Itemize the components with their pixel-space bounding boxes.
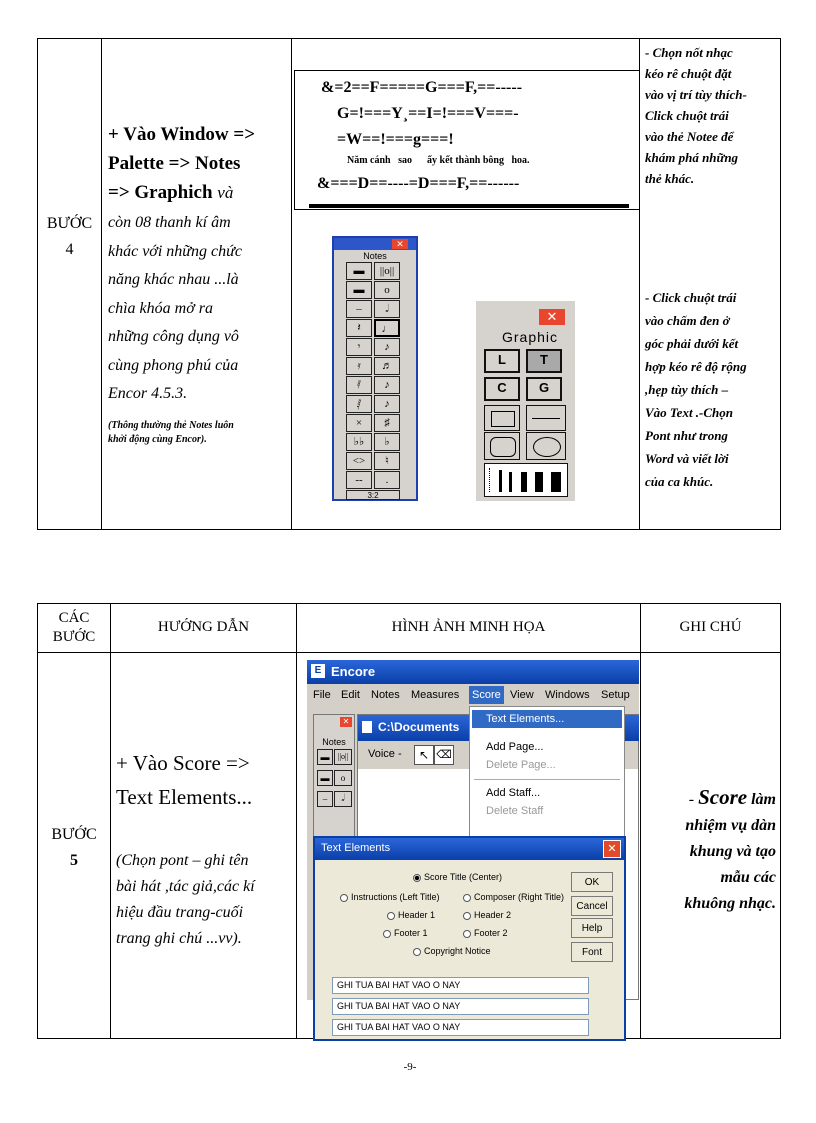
text-tool-button[interactable]: T xyxy=(526,349,562,373)
radio-off-icon xyxy=(383,930,391,938)
quarter-rest-icon[interactable]: – xyxy=(317,791,333,807)
graphic-palette[interactable] xyxy=(476,301,575,501)
header-note: GHI CHÚ xyxy=(679,619,742,635)
close-icon[interactable]: ✕ xyxy=(539,309,565,325)
eraser-tool-icon[interactable]: ⌫ xyxy=(434,745,454,765)
music-line2: G=!===Y¸==I=!===V===- xyxy=(337,105,519,122)
double-sharp-icon[interactable]: × xyxy=(346,414,372,432)
text-field-3[interactable]: GHI TUA BAI HAT VAO O NAY xyxy=(332,1019,589,1036)
radio-footer1[interactable]: Footer 1 xyxy=(383,928,428,938)
rounded-rect-tool-icon[interactable] xyxy=(484,432,520,460)
double-whole-note-icon[interactable]: ||o|| xyxy=(334,749,352,765)
line-shape-icon[interactable] xyxy=(526,405,566,431)
menu-item-add-page[interactable]: Add Page... xyxy=(486,741,544,753)
music-line1: &=2==F=====G===F,==----- xyxy=(321,79,523,96)
accent-icon[interactable]: <> xyxy=(346,452,372,470)
radio-header2[interactable]: Header 2 xyxy=(463,910,511,920)
eighth-note-icon[interactable]: ♪ xyxy=(374,338,400,356)
notes-palette-title: Notes xyxy=(363,251,387,261)
tie-icon[interactable]: -- xyxy=(346,471,372,489)
table1-note-top: - Chọn nốt nhạc kéo rê chuột đặt vào vị trí tùy thích- Click chuột trái vào thẻ Notee để khám phá những thẻ khác. xyxy=(645,45,747,186)
sixty-fourth-rest-icon[interactable]: 𝅀 xyxy=(346,376,372,394)
table1-col-step xyxy=(37,38,102,530)
quarter-rest-icon[interactable]: – xyxy=(346,300,372,318)
radio-off-icon xyxy=(463,930,471,938)
radio-footer2[interactable]: Footer 2 xyxy=(463,928,508,938)
whole-note-icon[interactable]: o xyxy=(374,281,400,299)
natural-icon[interactable]: ♮ xyxy=(374,452,400,470)
t2-instruction-line2: Text Elements... xyxy=(116,785,253,809)
radio-off-icon xyxy=(340,894,348,902)
radio-off-icon xyxy=(463,894,471,902)
header-steps: CÁC BƯỚC xyxy=(52,610,96,645)
flat-icon[interactable]: ♭ xyxy=(374,433,400,451)
half-rest-icon[interactable]: ▬ xyxy=(346,281,372,299)
menu-bar xyxy=(307,686,639,706)
menu-separator xyxy=(474,779,620,780)
step-label: BƯỚC 4 xyxy=(46,215,93,258)
dialog-titlebar: Text Elements ✕ xyxy=(315,838,624,860)
t2-instruction-italic: (Chọn pont – ghi tên bài hát ,tác giả,các kí hiệu đầu trang-cuối trang ghi chú ...vv). xyxy=(116,852,255,947)
step-label: BƯỚC 5 xyxy=(51,826,97,869)
tuplet-button[interactable]: 3:2 xyxy=(346,490,400,500)
music-text-box xyxy=(294,70,640,210)
instruction-line1: + Vào Window => xyxy=(108,124,256,145)
quarter-note-icon[interactable]: ♩ xyxy=(374,319,400,337)
document-titlebar: C:\Documents xyxy=(358,715,639,741)
menu-item-text-elements[interactable]: Text Elements... xyxy=(472,710,622,728)
radio-on-icon xyxy=(413,874,421,882)
music-line4: &===D==----=D===F,==------ xyxy=(317,175,520,192)
sixteenth-note-icon[interactable]: ♬ xyxy=(374,357,400,375)
instruction-line3: => Graphich và xyxy=(108,182,234,203)
whole-rest-icon[interactable]: ▬ xyxy=(317,749,333,765)
t2-note: - Score làm nhiệm vụ dàn khung và tạo mẫu các khuông nhạc. xyxy=(648,784,776,917)
cancel-button[interactable]: Cancel xyxy=(571,896,613,916)
radio-off-icon xyxy=(463,912,471,920)
text-elements-dialog[interactable] xyxy=(313,836,626,1041)
double-flat-icon[interactable]: ♭♭ xyxy=(346,433,372,451)
dot-icon[interactable]: . xyxy=(374,471,400,489)
menu-windows[interactable]: Windows xyxy=(545,689,590,701)
help-button[interactable]: Help xyxy=(571,918,613,938)
text-field-2[interactable]: GHI TUA BAI HAT VAO O NAY xyxy=(332,998,589,1015)
radio-instructions[interactable]: Instructions (Left Title) xyxy=(340,892,440,902)
instruction-line2: Palette => Notes xyxy=(108,153,241,174)
sixteenth-rest-icon[interactable]: 𝄾 xyxy=(346,338,372,356)
palette-title: Notes xyxy=(322,737,346,747)
thirty-second-rest-icon[interactable]: 𝄿 xyxy=(346,357,372,375)
half-note-icon[interactable]: 𝅗𝅥 xyxy=(374,300,400,318)
radio-score-title[interactable]: Score Title (Center) xyxy=(413,872,502,882)
sharp-icon[interactable]: ♯ xyxy=(374,414,400,432)
arrow-tool-icon[interactable]: ↖ xyxy=(414,745,434,765)
half-note-icon[interactable]: 𝅗𝅥 xyxy=(334,791,352,807)
menu-view[interactable]: View xyxy=(510,689,534,701)
menu-file[interactable]: File xyxy=(313,689,331,701)
text-field-1[interactable]: GHI TUA BAI HAT VAO O NAY xyxy=(332,977,589,994)
music-lyric: Năm cánh sao ấy kết thành bông hoa. xyxy=(347,155,530,166)
menu-notes[interactable]: Notes xyxy=(371,689,400,701)
radio-header1[interactable]: Header 1 xyxy=(387,910,435,920)
header-guide: HƯỚNG DẪN xyxy=(157,619,250,635)
menu-item-add-staff[interactable]: Add Staff... xyxy=(486,787,541,799)
close-icon[interactable]: ✕ xyxy=(392,239,408,249)
whole-note-icon[interactable]: o xyxy=(334,770,352,786)
menu-measures[interactable]: Measures xyxy=(411,689,460,701)
line-width-icon[interactable] xyxy=(484,463,568,497)
music-line3: =W==!===g===! xyxy=(337,131,454,148)
thirty-second-note-icon[interactable]: ♪ xyxy=(374,376,400,394)
curve-tool-button[interactable]: C xyxy=(484,377,520,401)
close-icon[interactable]: ✕ xyxy=(603,840,621,858)
t2-instruction-line1: + Vào Score => xyxy=(116,751,250,775)
small-note: (Thông thường thẻ Notes luôn khởi động cùng Encor). xyxy=(108,420,234,445)
notes-palette[interactable] xyxy=(332,236,418,501)
page-number: -9- xyxy=(403,1061,417,1073)
rectangle-tool-icon[interactable] xyxy=(484,405,520,431)
t2-note-line0: - Score làm xyxy=(688,785,776,809)
encore-app-icon: E xyxy=(311,664,325,678)
half-rest-icon[interactable]: ▬ xyxy=(317,770,333,786)
double-whole-note-icon[interactable]: ||o|| xyxy=(374,262,400,280)
menu-item-delete-staff: Delete Staff xyxy=(486,805,544,817)
line-tool-button[interactable]: L xyxy=(484,349,520,373)
graph-tool-button[interactable]: G xyxy=(526,377,562,401)
notes-palette-small[interactable] xyxy=(313,714,355,854)
radio-composer[interactable]: Composer (Right Title) xyxy=(463,892,564,902)
t2-body-guide xyxy=(110,652,297,1039)
radio-off-icon xyxy=(413,948,421,956)
music-line5-cut xyxy=(295,201,640,210)
ok-button[interactable]: OK xyxy=(571,872,613,892)
radio-copyright[interactable]: Copyright Notice xyxy=(413,946,491,956)
menu-score[interactable]: Score xyxy=(469,686,504,704)
table1-note-bottom: - Click chuột trái vào chấm đen ở góc phải dưới kết hợp kéo rê độ rộng ,hẹp tùy thích – Vào Text .-Chọn Pont như trong Word và viết lời của ca khúc. xyxy=(645,290,747,489)
ellipse-tool-icon[interactable] xyxy=(526,432,566,460)
header-image: HÌNH ẢNH MINH HỌA xyxy=(391,619,546,635)
graphic-palette-title: Graphic xyxy=(501,329,559,345)
menu-item-delete-page: Delete Page... xyxy=(486,759,556,771)
menu-edit[interactable]: Edit xyxy=(341,689,360,701)
menu-setup[interactable]: Setup xyxy=(601,689,630,701)
voice-selector[interactable]: Voice - xyxy=(368,748,402,760)
close-icon[interactable]: ✕ xyxy=(340,717,352,727)
eighth-rest-icon[interactable]: 𝄽 xyxy=(346,319,372,337)
hundred-twenty-eighth-rest-icon[interactable]: 𝅁 xyxy=(346,395,372,413)
font-button[interactable]: Font xyxy=(571,942,613,962)
encore-titlebar: E Encore xyxy=(307,660,639,684)
whole-rest-icon[interactable]: ▬ xyxy=(346,262,372,280)
sixty-fourth-note-icon[interactable]: ♪ xyxy=(374,395,400,413)
document-icon xyxy=(362,721,372,733)
radio-off-icon xyxy=(387,912,395,920)
instruction-italic: còn 08 thanh kí âm khác với những chức năng khác nhau ...là chìa khóa mở ra những công dụng vô cùng phong phú của Encor 4.5.3. xyxy=(108,214,242,402)
